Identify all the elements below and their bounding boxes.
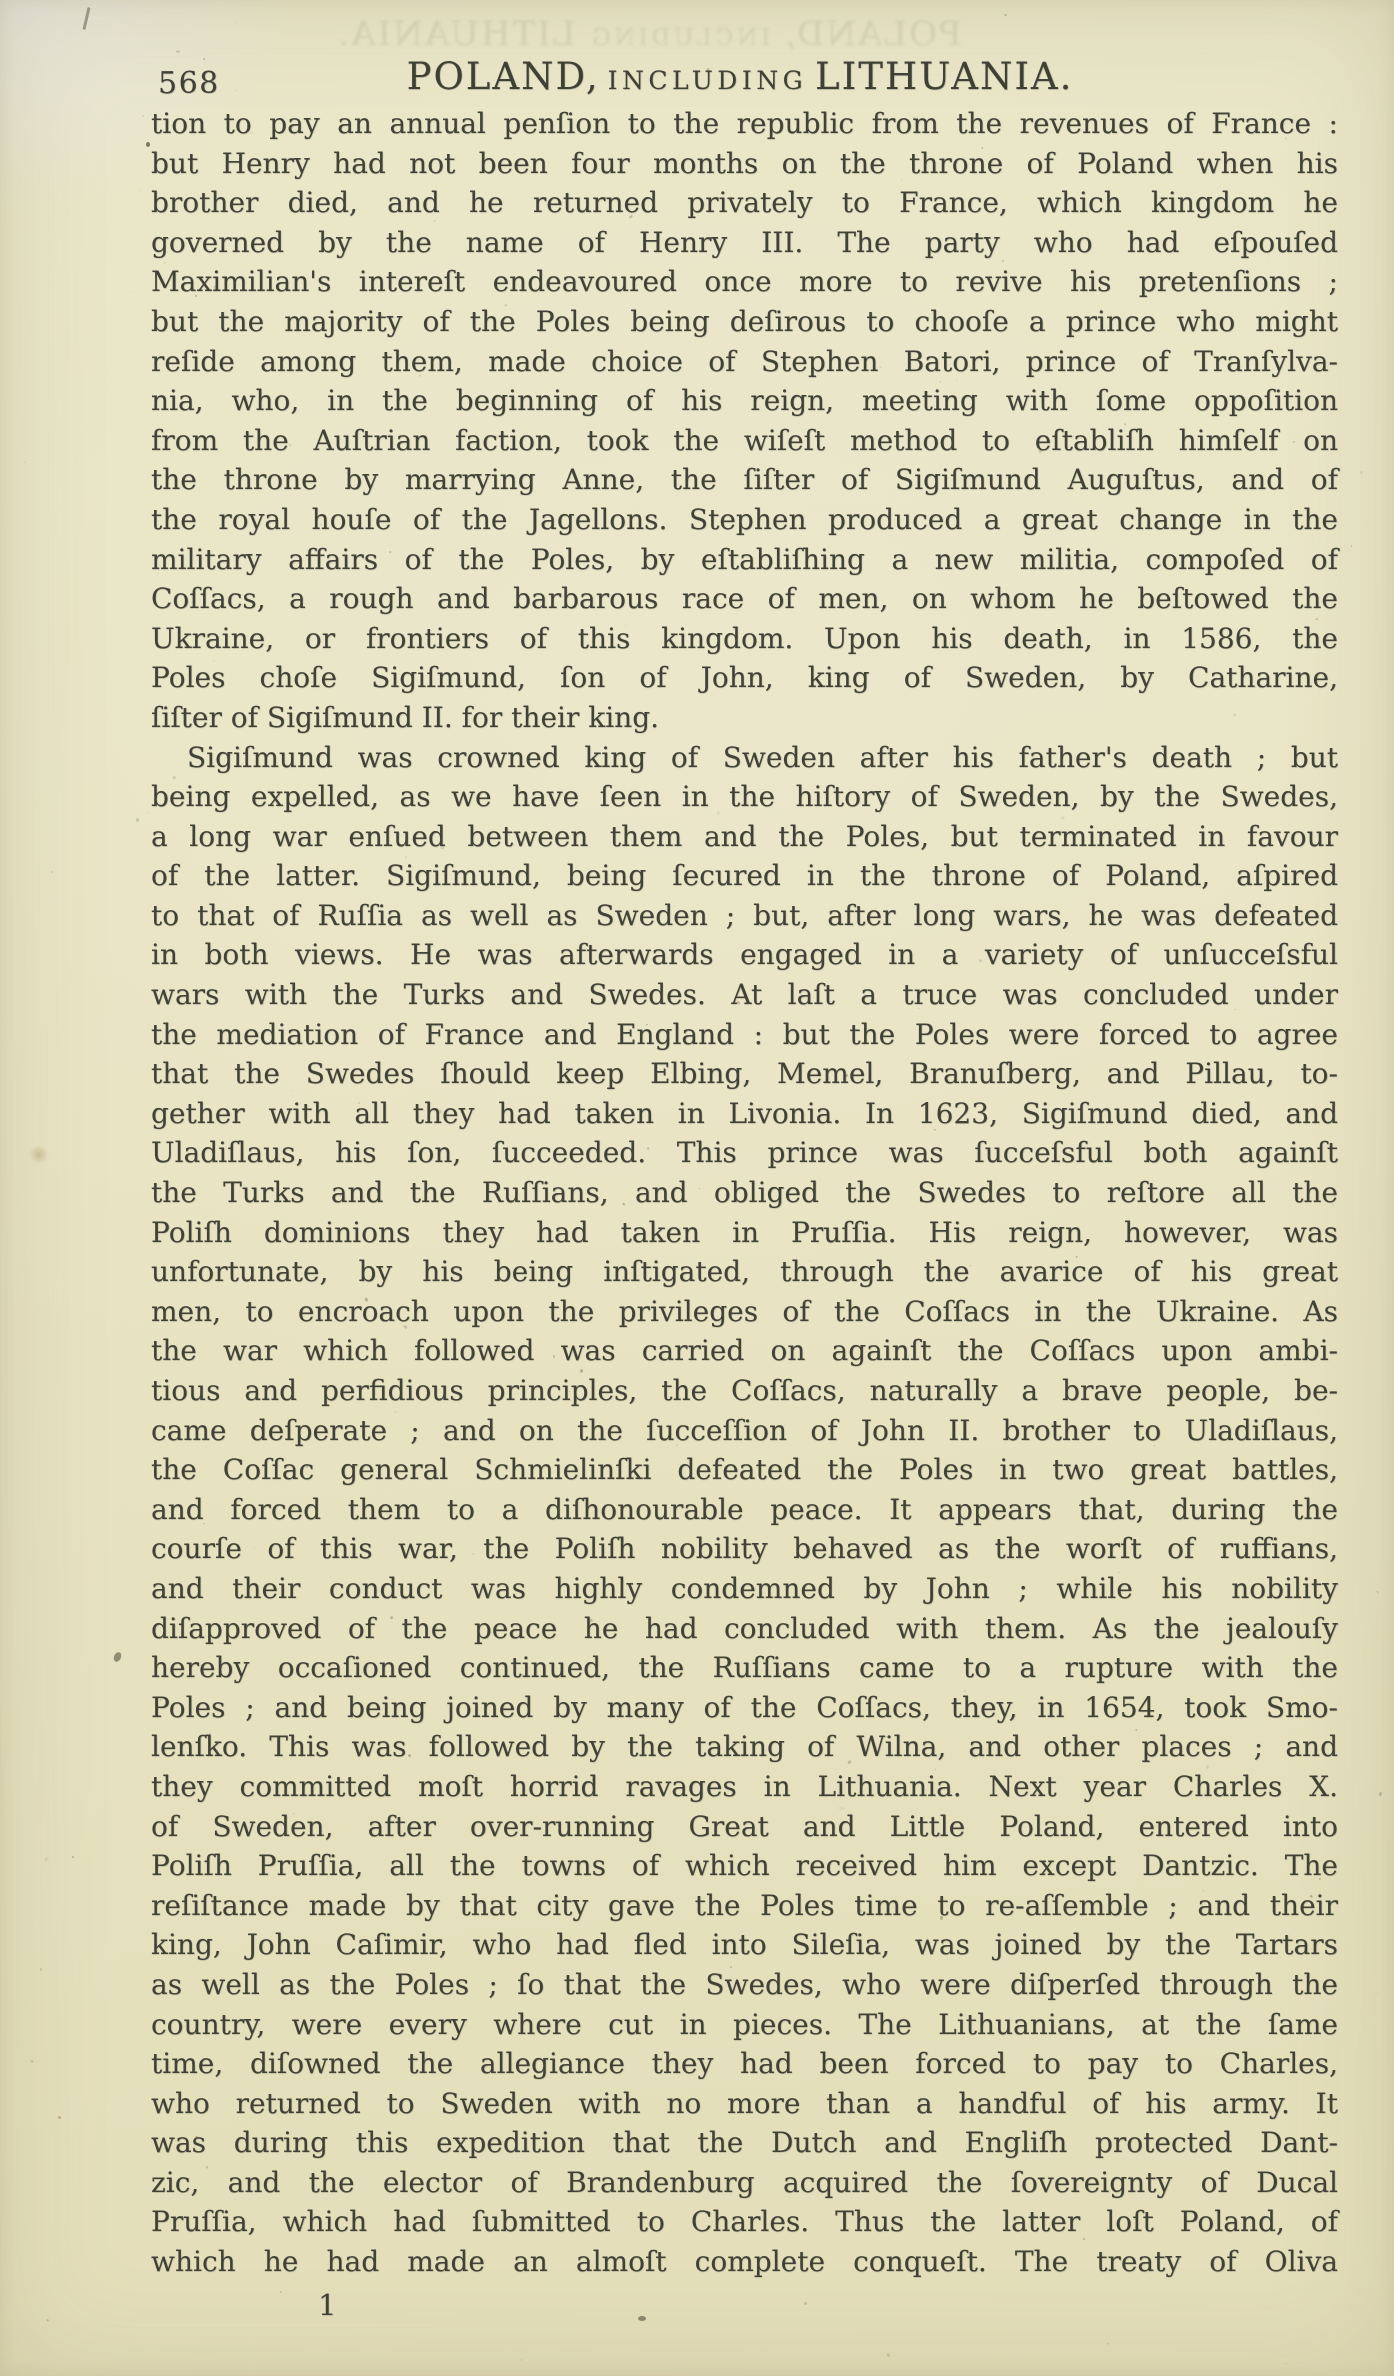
text-line: Poliſh Pruſſia, all the towns of which received him except Dantzic. The [151, 1849, 1338, 1883]
text-line: the war which followed was carried on againſt the Coſſacs upon ambi- [151, 1334, 1338, 1368]
text-line: military affairs of the Poles, by eſtabliſhing a new militia, compoſed of [151, 542, 1338, 576]
text-line: time, diſowned the allegiance they had been forced to pay to Charles, [151, 2047, 1338, 2081]
text-line: ſiſter of Sigiſmund II. for their king. [151, 700, 660, 734]
text-line: hereby occaſioned continued, the Ruſſians came to a rupture with the [151, 1651, 1338, 1685]
text-line: Poliſh dominions they had taken in Pruſſia. His reign, however, was [151, 1215, 1338, 1249]
text-line: but the majority of the Poles being deſirous to chooſe a prince who might [151, 304, 1338, 338]
text-line: the Turks and the Ruſſians, and obliged the Swedes to reſtore all the [151, 1176, 1338, 1210]
running-title-smallcaps: INCLUDING [607, 66, 808, 95]
text-line: men, to encroach upon the privileges of the Coſſacs in the Ukraine. As [151, 1294, 1338, 1328]
text-line: the Coſſac general Schmielinſki defeated the Poles in two great battles, [151, 1453, 1338, 1487]
text-line: who returned to Sweden with no more than a handful of his army. It [151, 2086, 1338, 2120]
text-line: country, were every where cut in pieces. The Lithuanians, at the ſame [151, 2007, 1338, 2041]
text-line: tion to pay an annual penſion to the republic from the revenues of France : [151, 107, 1338, 140]
text-line: zic, and the elector of Brandenburg acquired the ſovereignty of Ducal [151, 2165, 1338, 2199]
ink-speck [146, 142, 150, 147]
text-line: courſe of this war, the Poliſh nobility behaved as the worſt of ruffians, [151, 1532, 1338, 1566]
text-line: Uladiſlaus, his ſon, ſucceeded. This prince was ſucceſsful both againſt [151, 1136, 1338, 1170]
ink-speck [112, 1651, 122, 1663]
paper-stain [28, 1146, 50, 1163]
text-line: to that of Ruſſia as well as Sweden ; but, after long wars, he was defeated [151, 898, 1338, 932]
text-line: the mediation of France and England : but the Poles were forced to agree [151, 1017, 1338, 1051]
text-line: governed by the name of Henry III. The party who had eſpouſed [151, 225, 1338, 259]
text-line: came deſperate ; and on the ſucceſſion of John II. brother to Uladiſlaus, [151, 1413, 1338, 1447]
text-line: the throne by marrying Anne, the ſiſter of Sigiſmund Auguſtus, and of [151, 463, 1338, 497]
text-line: but Henry had not been four months on the throne of Poland when his [151, 146, 1338, 180]
text-line: reſiſtance made by that city gave the Poles time to re-aſſemble ; and their [151, 1888, 1338, 1922]
page-number: 568 [158, 66, 220, 101]
text-line: diſapproved of the peace he had concluded with them. As the jealouſy [151, 1611, 1338, 1645]
text-line: Pruſſia, which had ſubmitted to Charles. Thus the latter loſt Poland, of [151, 2205, 1338, 2239]
text-line: and forced them to a diſhonourable peace. It appears that, during the [151, 1492, 1338, 1526]
running-title [0, 55, 1394, 98]
text-line: and their conduct was highly condemned by John ; while his nobility [151, 1571, 1338, 1605]
text-line: which he had made an almoſt complete conqueſt. The treaty of Oliva [151, 2245, 1338, 2279]
text-line: in both views. He was afterwards engaged in a variety of unſucceſsful [151, 938, 1338, 972]
text-line: unfortunate, by his being inſtigated, through the avarice of his great [151, 1255, 1338, 1289]
text-column [151, 104, 1338, 2282]
text-line: nia, who, in the beginning of his reign, meeting with ſome oppoſition [151, 384, 1338, 418]
running-title-main: LITHUANIA. [815, 55, 1074, 98]
text-line: brother died, and he returned privately to France, which kingdom he [151, 186, 1338, 220]
text-line: that the Swedes ſhould keep Elbing, Memel, Branuſberg, and Pillau, to- [151, 1057, 1338, 1091]
showthrough-title [0, 14, 1394, 54]
text-line: king, John Caſimir, who had fled into Sileſia, was joined by the Tartars [151, 1928, 1338, 1962]
running-title-main: POLAND, [406, 55, 600, 98]
text-line: tious and perfidious principles, the Coſſacs, naturally a brave people, be- [151, 1374, 1338, 1407]
text-line: of Sweden, after over-running Great and Little Poland, entered into [151, 1809, 1338, 1843]
text-line: lenſko. This was followed by the taking of Wilna, and other places ; and [151, 1730, 1338, 1764]
text-line: gether with all they had taken in Livonia. In 1623, Sigiſmund died, and [151, 1096, 1338, 1130]
signature-mark: 1 [318, 2288, 337, 2322]
showthrough-title-part: POLAND, [783, 14, 962, 54]
text-line: Sigiſmund was crowned king of Sweden after his father's death ; but [187, 740, 1338, 774]
text-line: Poles choſe Sigiſmund, ſon of John, king of Sweden, by Catharine, [151, 661, 1338, 695]
text-line: they committed moſt horrid ravages in Lithuania. Next year Charles X. [151, 1769, 1338, 1803]
text-line: Coſſacs, a rough and barbarous race of men, on whom he beſtowed the [151, 582, 1338, 616]
ink-speck [638, 2316, 646, 2321]
text-line: from the Auſtrian faction, took the wiſeſt method to eſtabliſh himſelf on [151, 423, 1338, 457]
text-line: as well as the Poles ; ſo that the Swedes, who were diſperſed through the [151, 1967, 1338, 2001]
text-line: was during this expedition that the Dutch and Engliſh protected Dant- [151, 2126, 1338, 2160]
text-line: wars with the Turks and Swedes. At laſt a truce was concluded under [151, 978, 1338, 1012]
showthrough-title-part: INCLUDING [588, 25, 771, 51]
text-line: a long war enſued between them and the Poles, but terminated in favour [151, 819, 1338, 853]
text-line: Ukraine, or frontiers of this kingdom. Upon his death, in 1586, the [151, 621, 1338, 655]
showthrough-title-part: LITHUANIA. [336, 14, 576, 54]
text-line: the royal houſe of the Jagellons. Stephen produced a great change in the [151, 502, 1338, 536]
text-line: of the latter. Sigiſmund, being ſecured in the throne of Poland, aſpired [151, 859, 1338, 893]
text-line: reſide among them, made choice of Stephen Batori, prince of Tranſylva- [151, 344, 1338, 378]
scan-slash-mark [82, 7, 90, 30]
text-line: Maximilian's intereſt endeavoured once more to revive his pretenſions ; [151, 265, 1338, 299]
text-line: being expelled, as we have ſeen in the hiſtory of Sweden, by the Swedes, [151, 780, 1338, 814]
text-line: Poles ; and being joined by many of the Coſſacs, they, in 1654, took Smo- [151, 1690, 1338, 1724]
